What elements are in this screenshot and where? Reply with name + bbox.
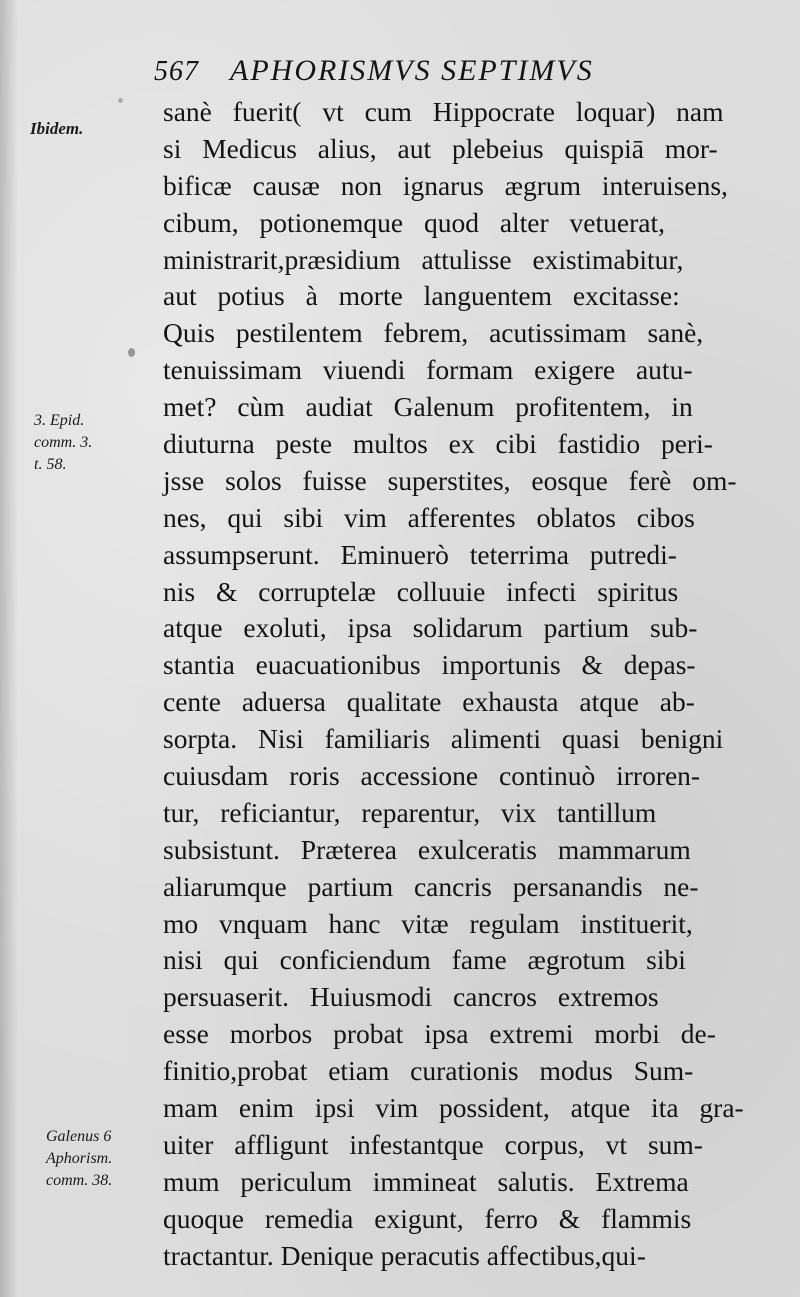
text-line: jsse solos fuisse superstites, eosque ferè om- <box>163 464 737 496</box>
text-line: mo vnquam hanc vitæ regulam instituerit, <box>163 907 693 939</box>
text-line: bificæ causæ non ignarus ægrum interuisens, <box>163 169 728 201</box>
text-line: aut potius à morte languentem excitasse: <box>163 280 680 312</box>
text-line: met? cùm audiat Galenum profitentem, in <box>163 391 693 423</box>
text-line: nisi qui conficiendum fame ægrotum sibi <box>163 944 686 976</box>
text-line: cuiusdam roris accessione continuò irroren- <box>163 760 701 792</box>
page-number: 567 <box>154 56 199 87</box>
text-line: diuturna peste multos ex cibi fastidio peri- <box>163 428 713 460</box>
text-line: Quis pestilentem febrem, acutissimam sanè, <box>163 317 704 349</box>
margin-note-ibidem <box>30 118 83 140</box>
text-line: mum periculum immineat salutis. Extrema <box>163 1165 689 1197</box>
text-line: nes, qui sibi vim afferentes oblatos cibos <box>163 501 695 533</box>
text-line: cente aduersa qualitate exhausta atque ab- <box>163 686 695 718</box>
ink-smudge <box>128 348 135 357</box>
margin-note-line: 3. Epid. <box>34 412 85 429</box>
text-line: si Medicus alius, aut plebeius quispiā mor- <box>163 132 718 164</box>
text-line: uiter affligunt infestantque corpus, vt sum- <box>163 1128 703 1160</box>
margin-note-line: Aphorism. <box>46 1150 113 1167</box>
margin-note-line: t. 58. <box>34 456 67 473</box>
text-line: tractantur. Denique peracutis affectibus,qui- <box>163 1239 646 1271</box>
running-head <box>150 52 750 92</box>
text-line: stantia euacuationibus importunis & depas- <box>163 649 696 681</box>
text-line: finitio,probat etiam curationis modus Sum- <box>163 1055 694 1087</box>
text-line: sorpta. Nisi familiaris alimenti quasi benigni <box>163 723 724 755</box>
text-line: assumpserunt. Eminuerò teterrima putredi- <box>163 538 677 570</box>
text-line: atque exoluti, ipsa solidarum partium sub- <box>163 612 698 644</box>
margin-note-line: comm. 38. <box>46 1172 113 1189</box>
running-head-title: APHORISMVS SEPTIMVS <box>230 54 594 87</box>
margin-note-epidemics-reference <box>34 410 92 476</box>
margin-note-galenus-reference <box>46 1126 112 1192</box>
page-gutter-shadow <box>0 0 18 1297</box>
margin-note-line: Ibidem. <box>30 119 84 138</box>
text-line: tur, reficiantur, reparentur, vix tantillum <box>163 796 657 828</box>
text-line: aliarumque partium cancris persanandis ne- <box>163 870 699 902</box>
text-line: ministrarit,præsidium attulisse existimabitur, <box>163 243 684 275</box>
text-line: sanè fuerit( vt cum Hippocrate loquar) nam <box>163 96 724 127</box>
text-line: subsistunt. Præterea exulceratis mammarum <box>163 833 691 865</box>
text-line: tenuissimam viuendi formam exigere autu- <box>163 354 693 386</box>
body-text-block <box>163 94 763 1275</box>
ink-smudge <box>118 98 123 103</box>
text-line: persuaserit. Huiusmodi cancros extremos <box>163 981 659 1013</box>
text-line: quoque remedia exigunt, ferro & flammis <box>163 1202 692 1234</box>
text-line: cibum, potionemque quod alter vetuerat, <box>163 206 665 238</box>
margin-note-line: Galenus 6 <box>46 1128 112 1145</box>
text-line: esse morbos probat ipsa extremi morbi de- <box>163 1018 716 1050</box>
margin-note-line: comm. 3. <box>34 434 93 451</box>
text-line: mam enim ipsi vim possident, atque ita gra- <box>163 1092 744 1124</box>
text-line: nis & corruptelæ colluuie infecti spiritus <box>163 575 679 607</box>
